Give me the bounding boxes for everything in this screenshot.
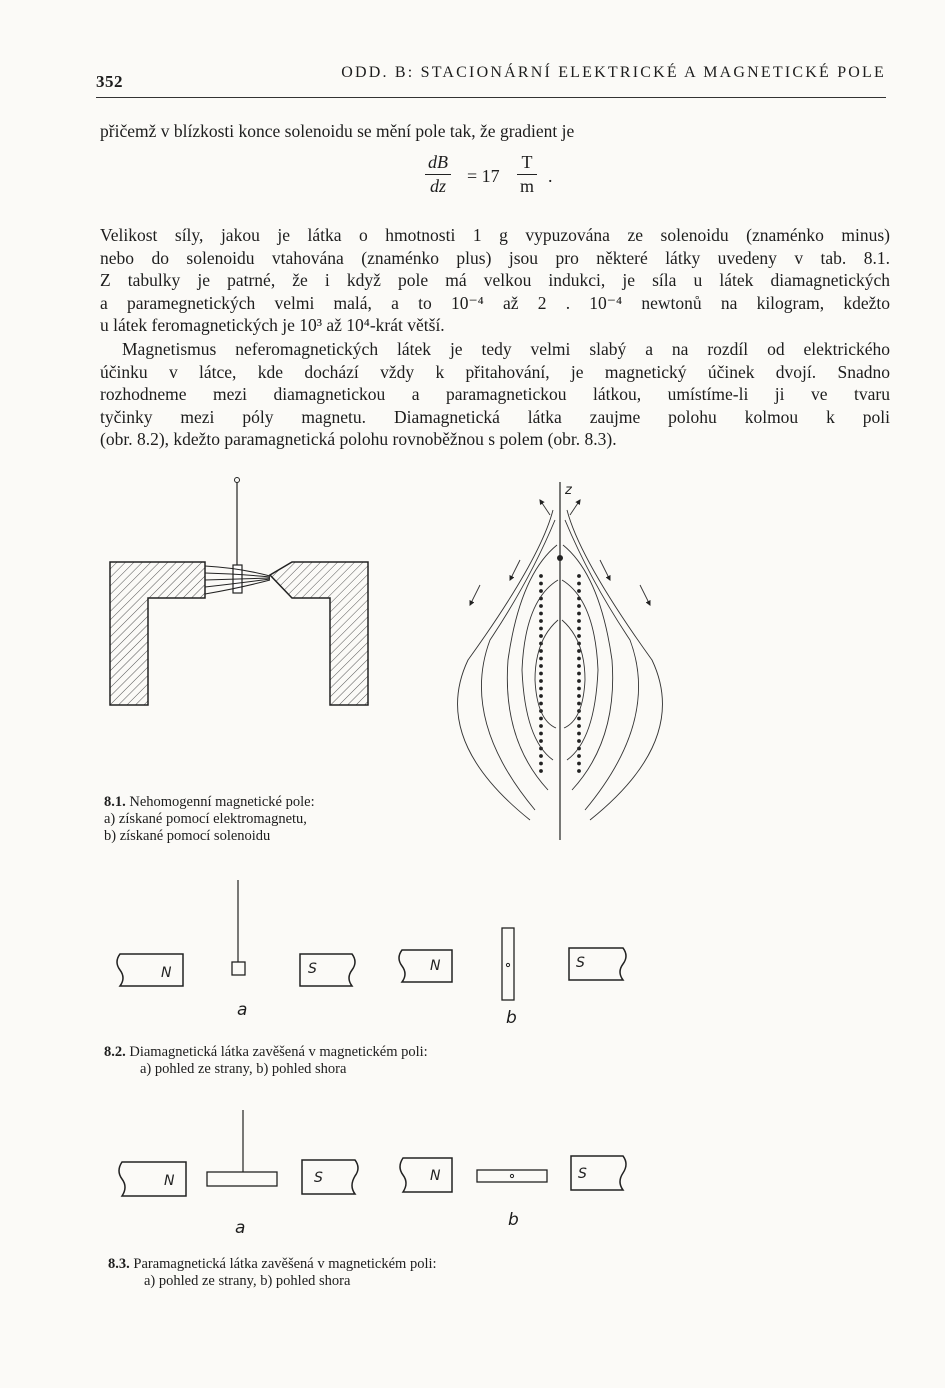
winding-dot [539,649,543,653]
svg-text:N: N [430,958,441,974]
winding-dot [539,574,543,578]
left-pole-piece [110,562,205,705]
winding-dot [539,589,543,593]
winding-dot [577,649,581,653]
winding-dot [577,589,581,593]
winding-dot [539,664,543,668]
winding-dot [577,702,581,706]
diamagnetic-sample [232,962,245,975]
winding-dot [539,657,543,661]
winding-dot [577,634,581,638]
figure-8-2-caption: 8.2. Diamagnetická látka zavěšená v magnetickém poli: a) pohled ze strany, b) pohled shora [104,1044,428,1077]
winding-dot [539,604,543,608]
fig82-label-a: a [237,1000,248,1020]
svg-text:N: N [161,965,172,981]
winding-dot [539,762,543,766]
svg-text:N: N [430,1168,441,1184]
winding-dot [539,627,543,631]
winding-dot [577,762,581,766]
figure-8-1-caption: 8.1. Nehomogenní magnetické pole: a) získané pomocí elektromagnetu, b) získané pomocí solenoidu [104,794,315,844]
magnet-pole-n [117,954,183,986]
fraction-right: T m [517,152,537,197]
winding-dot [577,672,581,676]
winding-dot [539,679,543,683]
paragraph-force: Velikost síly, jakou je látka o hmotnosti 1 g vypuzována ze solenoidu (znaménko minus) nebo do solenoidu vtahována (znaménko plus) jsou pro některé látky uvedeny v tab. 8.1. Z tabulky je patrné, že i když pole má velkou indukci, je síla u látek diamagnetických a paramegnetických velmi malá, a to 10⁻⁴ až 2 . 10⁻⁴ newtonů na kilogram, kdežto u látek feromagnetických je 10³ až 10⁴-krát větší. [100,225,890,335]
formula-equals: = 17 [467,166,500,186]
winding-dot [577,732,581,736]
winding-dot [539,732,543,736]
fraction-left: dB dz [425,152,451,197]
solenoid [458,482,663,840]
winding-dot [577,687,581,691]
winding-dot [577,574,581,578]
z-axis-label: z [565,483,572,498]
winding-dot [539,702,543,706]
paramagnetic-sample [207,1172,277,1186]
magnet-pole-n [119,1162,186,1196]
winding-dot [539,769,543,773]
fig83-label-a: a [235,1218,246,1238]
fig82-side-view [117,880,355,986]
winding-dot [539,694,543,698]
right-pole-piece [270,562,368,705]
winding-dot [577,657,581,661]
svg-text:S: S [578,1166,587,1182]
winding-dot [577,679,581,683]
winding-dot [539,582,543,586]
paramagnetic-sample-top [477,1170,547,1182]
svg-text:S: S [576,955,585,971]
svg-text:S: S [308,961,317,977]
electromagnet [110,478,368,706]
winding-dot [539,672,543,676]
winding-dot [577,717,581,721]
svg-text:S: S [314,1170,323,1186]
fig82-label-b: b [506,1008,517,1028]
winding-dot [539,754,543,758]
winding-dot [539,724,543,728]
winding-dot [577,612,581,616]
running-head: ODD. B: STACIONÁRNÍ ELEKTRICKÉ A MAGNETICKÉ POLE [341,64,886,81]
winding-dot [577,724,581,728]
suspension-point [235,478,240,483]
winding-dot [577,582,581,586]
winding-dot [577,769,581,773]
axis-point [557,555,563,561]
solenoid-windings-right [577,574,581,773]
winding-dot [539,612,543,616]
diamagnetic-sample-top [502,928,514,1000]
svg-text:N: N [164,1173,175,1189]
fig83-top-view [400,1156,626,1192]
figure-8-3-caption: 8.3. Paramagnetická látka zavěšená v magnetickém poli: a) pohled ze strany, b) pohled shora [108,1256,437,1289]
fig82-top-view [399,928,626,1000]
winding-dot [539,739,543,743]
magnet-pole-n-top [399,950,452,982]
fig83-label-b: b [508,1210,519,1230]
magnet-pole-s [302,1160,358,1194]
formula-period: . [548,166,553,186]
winding-dot [539,687,543,691]
winding-dot [539,619,543,623]
page-number: 352 [96,72,123,91]
magnet-pole-n-top [400,1158,452,1192]
winding-dot [577,754,581,758]
figure-8-3 [0,1100,945,1240]
winding-dot [577,627,581,631]
winding-dot [577,604,581,608]
winding-dot [577,739,581,743]
winding-dot [577,664,581,668]
intro-line: přičemž v blízkosti konce solenoidu se mění pole tak, že gradient je [100,121,575,141]
winding-dot [577,694,581,698]
figure-8-2 [0,870,945,1040]
winding-dot [539,717,543,721]
winding-dot [577,619,581,623]
fig83-side-view [119,1110,358,1196]
winding-dot [539,634,543,638]
solenoid-windings-left [539,574,543,773]
paragraph-magnetism: Magnetismus neferomagnetických látek je tedy velmi slabý a na rozdíl od elektrického účinku v látce, kde dochází vždy k přitahování, je magnetický účinek dvojí. Snadno rozhodneme mezi diamagnetickou a paramagnetickou látkou, umístíme-li ji ve tvaru tyčinky mezi póly magnetu. Diamagnetická látka zaujme polohu kolmou k poli (obr. 8.2), kdežto paramagnetická polohu rovnoběžnou s polem (obr. 8.3). [100,339,890,449]
